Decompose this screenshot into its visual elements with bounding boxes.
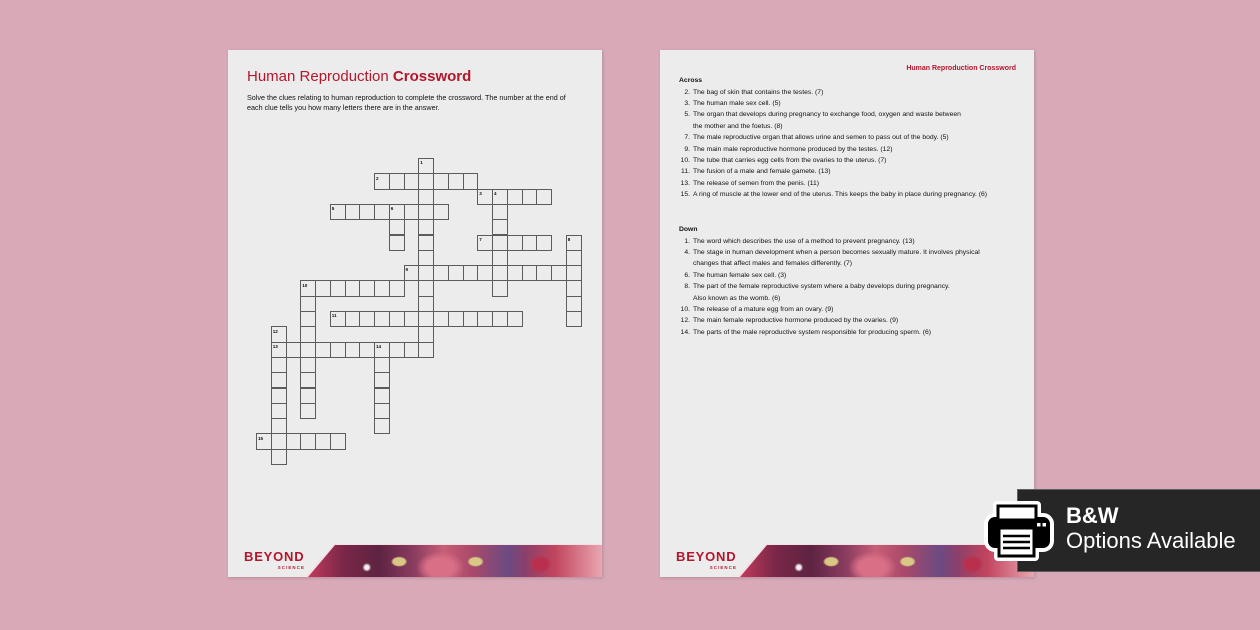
clue-text: The human male sex cell. (5) bbox=[693, 100, 781, 108]
clue-item bbox=[660, 144, 1034, 155]
clue-text: The organ that develops during pregnancy to exchange food, oxygen and waste between bbox=[693, 111, 961, 119]
crossword-cell bbox=[566, 296, 582, 312]
crossword-cell bbox=[389, 173, 405, 189]
crossword-cell bbox=[300, 311, 316, 327]
clue-number-label: 10 bbox=[302, 282, 308, 288]
clue-text: The parts of the male reproductive system responsible for producing sperm. (6) bbox=[693, 328, 931, 336]
clue-text: The human female sex cell. (3) bbox=[693, 271, 787, 279]
clue-number: 14. bbox=[680, 328, 690, 336]
clue-number: 6. bbox=[684, 271, 690, 279]
clue-number: 7. bbox=[684, 134, 690, 142]
crossword-cell bbox=[389, 219, 405, 235]
clue-text: The bag of skin that contains the testes. (7) bbox=[693, 88, 824, 96]
crossword-cell bbox=[566, 250, 582, 266]
clue-text-continued: changes that affect males and females differently. (7) bbox=[693, 260, 853, 268]
crossword-cell bbox=[418, 219, 434, 235]
worksheet-page-crossword bbox=[228, 50, 602, 577]
crossword-cell bbox=[536, 189, 552, 205]
clue-number-label: 15 bbox=[258, 435, 264, 441]
clue-item bbox=[660, 155, 1034, 166]
crossword-cell bbox=[433, 311, 449, 327]
crossword-cell bbox=[300, 433, 316, 449]
logo-subtitle: SCIENCE bbox=[277, 565, 305, 570]
clue-item bbox=[660, 109, 1034, 132]
crossword-cell bbox=[418, 173, 434, 189]
clue-text: The main female reproductive hormone produced by the ovaries. (9) bbox=[693, 317, 899, 325]
clue-number-label: 4 bbox=[494, 190, 497, 196]
clue-text: A ring of muscle at the lower end of the uterus. This keeps the baby in place during pregnancy. (6) bbox=[693, 191, 988, 199]
clue-item bbox=[660, 247, 1034, 270]
clue-number: 1. bbox=[684, 237, 690, 245]
clue-text-continued: the mother and the foetus. (8) bbox=[693, 122, 783, 130]
crossword-cell bbox=[300, 342, 316, 358]
crossword-cell bbox=[374, 357, 390, 373]
clue-item bbox=[660, 270, 1034, 281]
badge-subtitle: Options Available bbox=[1066, 528, 1236, 553]
crossword-cell bbox=[345, 311, 361, 327]
crossword-cell bbox=[418, 235, 434, 251]
down-heading: Down bbox=[679, 226, 698, 234]
crossword-cell bbox=[551, 265, 567, 281]
crossword-cell bbox=[286, 433, 302, 449]
crossword-cell bbox=[492, 219, 508, 235]
clue-text: The word which describes the use of a method to prevent pregnancy. (13) bbox=[693, 237, 915, 245]
crossword-cell bbox=[418, 326, 434, 342]
crossword-cell bbox=[271, 388, 287, 404]
crossword-cell bbox=[374, 280, 390, 296]
clue-number: 10. bbox=[680, 306, 690, 314]
clue-number-label: 11 bbox=[331, 313, 337, 319]
crossword-cell bbox=[300, 357, 316, 373]
crossword-cell bbox=[477, 311, 493, 327]
crossword-cell bbox=[433, 204, 449, 220]
clue-number-label: 14 bbox=[376, 343, 382, 349]
crossword-cell bbox=[566, 280, 582, 296]
crossword-cell bbox=[492, 311, 508, 327]
crossword-cell bbox=[300, 326, 316, 342]
crossword-grid bbox=[256, 158, 596, 468]
clue-text: The male reproductive organ that allows urine and semen to pass out of the body. (5) bbox=[693, 134, 949, 142]
crossword-cell bbox=[507, 189, 523, 205]
clue-number: 10. bbox=[680, 157, 690, 165]
crossword-cell bbox=[300, 403, 316, 419]
clue-number: 12. bbox=[680, 317, 690, 325]
crossword-cell bbox=[536, 235, 552, 251]
instructions-line: Solve the clues relating to human reproduction to complete the crossword. The number at the end of bbox=[247, 93, 566, 102]
crossword-cell bbox=[345, 342, 361, 358]
crossword-cell bbox=[271, 403, 287, 419]
crossword-cell bbox=[300, 388, 316, 404]
clue-number-label: 13 bbox=[272, 343, 278, 349]
crossword-cell bbox=[418, 280, 434, 296]
crossword-cell bbox=[374, 403, 390, 419]
crossword-cell bbox=[404, 173, 420, 189]
crossword-cell bbox=[507, 265, 523, 281]
crossword-cell bbox=[359, 204, 375, 220]
crossword-cell bbox=[492, 250, 508, 266]
crossword-cell bbox=[433, 265, 449, 281]
clue-item bbox=[660, 189, 1034, 200]
clue-item bbox=[660, 132, 1034, 143]
crossword-cell bbox=[463, 311, 479, 327]
crossword-cell bbox=[315, 342, 331, 358]
crossword-cell bbox=[448, 265, 464, 281]
logo-wordmark: BEYOND bbox=[676, 549, 737, 564]
clue-text-continued: Also known as the womb. (6) bbox=[693, 294, 781, 302]
crossword-cell bbox=[418, 342, 434, 358]
page-header-title: Human Reproduction Crossword bbox=[906, 65, 1016, 72]
crossword-cell bbox=[330, 280, 346, 296]
logo-wordmark: BEYOND bbox=[244, 549, 305, 564]
clue-number: 8. bbox=[684, 283, 690, 291]
worksheet-title bbox=[247, 68, 471, 86]
crossword-cell bbox=[507, 235, 523, 251]
crossword-cell bbox=[433, 173, 449, 189]
clue-text: The tube that carries egg cells from the ovaries to the uterus. (7) bbox=[693, 157, 887, 165]
crossword-cell bbox=[389, 311, 405, 327]
crossword-cell bbox=[300, 372, 316, 388]
clue-number: 4. bbox=[684, 249, 690, 257]
badge-title: B&W bbox=[1066, 503, 1119, 528]
clue-number: 9. bbox=[684, 145, 690, 153]
instructions bbox=[247, 93, 566, 113]
crossword-cell bbox=[418, 311, 434, 327]
crossword-cell bbox=[418, 265, 434, 281]
printer-icon bbox=[982, 498, 1054, 562]
clue-item bbox=[660, 281, 1034, 304]
clue-number-label: 3 bbox=[479, 190, 482, 196]
crossword-cell bbox=[404, 342, 420, 358]
crossword-cell bbox=[330, 433, 346, 449]
clue-number-label: 12 bbox=[272, 328, 278, 334]
clue-item bbox=[660, 304, 1034, 315]
footer-banner-image bbox=[308, 545, 602, 577]
crossword-cell bbox=[448, 311, 464, 327]
crossword-cell bbox=[566, 265, 582, 281]
crossword-cell bbox=[359, 311, 375, 327]
clue-number-label: 9 bbox=[405, 267, 409, 273]
clue-number: 3. bbox=[684, 100, 690, 108]
clue-number: 2. bbox=[684, 88, 690, 96]
crossword-cell bbox=[463, 265, 479, 281]
clue-number: 11. bbox=[681, 168, 690, 176]
clue-item bbox=[660, 315, 1034, 326]
clue-text: The main male reproductive hormone produced by the testes. (12) bbox=[693, 145, 893, 153]
crossword-cell bbox=[345, 204, 361, 220]
clue-item bbox=[660, 87, 1034, 98]
crossword-cell bbox=[566, 311, 582, 327]
clue-item bbox=[660, 166, 1034, 177]
crossword-cell bbox=[389, 280, 405, 296]
clue-number: 13. bbox=[680, 179, 690, 187]
crossword-cell bbox=[271, 433, 287, 449]
clue-text: The release of a mature egg from an ovary. (9) bbox=[693, 306, 834, 314]
clue-text: The stage in human development when a person becomes sexually mature. It involves physical bbox=[693, 249, 980, 257]
crossword-cell bbox=[359, 280, 375, 296]
crossword-cell bbox=[492, 265, 508, 281]
crossword-cell bbox=[492, 280, 508, 296]
clue-number-label: 2 bbox=[376, 175, 379, 181]
crossword-cell bbox=[345, 280, 361, 296]
crossword-cell bbox=[286, 342, 302, 358]
clue-text: The release of semen from the penis. (11) bbox=[693, 179, 820, 187]
crossword-cell bbox=[448, 173, 464, 189]
down-clues bbox=[660, 224, 1034, 338]
crossword-cell bbox=[374, 311, 390, 327]
crossword-cell bbox=[330, 342, 346, 358]
crossword-cell bbox=[492, 235, 508, 251]
clue-item bbox=[660, 236, 1034, 247]
crossword-cell bbox=[374, 372, 390, 388]
crossword-cell bbox=[271, 449, 287, 465]
clue-number: 15. bbox=[680, 191, 690, 199]
crossword-cell bbox=[315, 433, 331, 449]
crossword-cell bbox=[359, 342, 375, 358]
crossword-cell bbox=[374, 204, 390, 220]
crossword-cell bbox=[463, 173, 479, 189]
crossword-cell bbox=[374, 418, 390, 434]
title-bold: Crossword bbox=[392, 68, 472, 85]
clue-number-label: 5 bbox=[331, 206, 335, 212]
clue-text: The fusion of a male and female gamete. (13) bbox=[693, 168, 831, 176]
logo-subtitle: SCIENCE bbox=[709, 565, 737, 570]
clue-number-label: 1 bbox=[420, 160, 423, 166]
crossword-cell bbox=[507, 311, 523, 327]
clue-number-label: 6 bbox=[390, 206, 394, 212]
clue-number-label: 8 bbox=[567, 236, 571, 242]
crossword-cell bbox=[418, 189, 434, 205]
clue-item bbox=[660, 178, 1034, 189]
crossword-cell bbox=[536, 265, 552, 281]
crossword-cell bbox=[492, 204, 508, 220]
crossword-cell bbox=[389, 342, 405, 358]
title-regular: Human Reproduction bbox=[247, 68, 393, 85]
instructions-line: each clue tells you how many letters there are in the answer. bbox=[247, 103, 440, 113]
clue-item bbox=[660, 327, 1034, 338]
crossword-cell bbox=[271, 418, 287, 434]
clue-text: The part of the female reproductive system where a baby develops during pregnancy. bbox=[693, 283, 950, 291]
crossword-cell bbox=[404, 311, 420, 327]
crossword-cell bbox=[418, 296, 434, 312]
crossword-cell bbox=[522, 265, 538, 281]
clue-number-label: 7 bbox=[479, 236, 482, 242]
beyond-science-logo bbox=[676, 550, 738, 571]
crossword-cell bbox=[374, 388, 390, 404]
crossword-cell bbox=[271, 372, 287, 388]
crossword-cell bbox=[418, 250, 434, 266]
crossword-cell bbox=[477, 265, 493, 281]
crossword-cell bbox=[271, 357, 287, 373]
across-clues bbox=[660, 75, 1034, 200]
crossword-cell bbox=[315, 280, 331, 296]
crossword-cell bbox=[522, 235, 538, 251]
beyond-science-logo bbox=[244, 550, 306, 571]
crossword-cell bbox=[418, 204, 434, 220]
across-heading: Across bbox=[679, 77, 703, 85]
crossword-cell bbox=[522, 189, 538, 205]
worksheet-page-clues bbox=[660, 50, 1034, 577]
crossword-cell bbox=[389, 235, 405, 251]
crossword-cell bbox=[300, 296, 316, 312]
clue-number: 5. bbox=[684, 111, 690, 119]
clue-item bbox=[660, 98, 1034, 109]
crossword-cell bbox=[404, 204, 420, 220]
